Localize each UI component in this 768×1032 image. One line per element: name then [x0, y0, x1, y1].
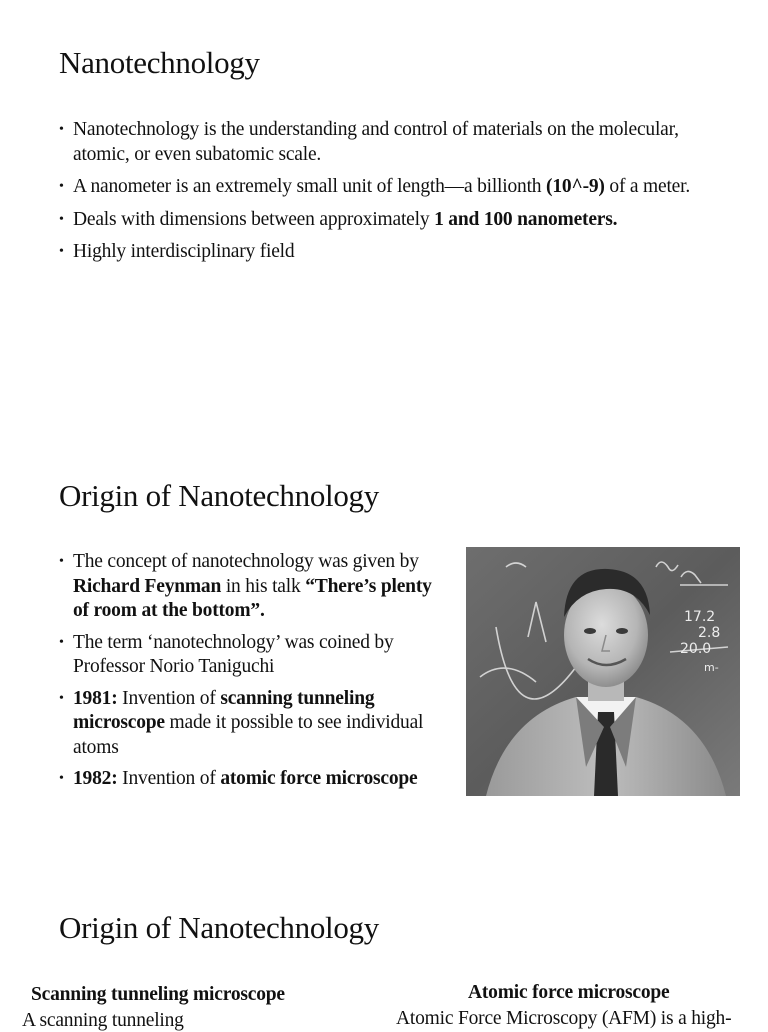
- afm-heading: Atomic force microscope: [468, 982, 670, 1003]
- bullet-bold-text: (10^-9): [546, 176, 605, 197]
- board-number: 2.8: [698, 625, 721, 641]
- bullet-text: The concept of nanotechnology was given by: [73, 551, 419, 572]
- stm-heading: Scanning tunneling microscope: [31, 984, 285, 1005]
- afm-text: Atomic Force Microscopy (AFM) is a high-: [396, 1008, 732, 1029]
- board-number: m-: [704, 661, 719, 674]
- board-number: 17.2: [684, 609, 716, 625]
- bullet-text: Invention of: [117, 768, 221, 789]
- bullet-text: in his talk: [221, 575, 306, 597]
- slide-title: Origin of Nanotechnology: [59, 478, 379, 513]
- bullet-text: A nanometer is an extremely small unit of length—a billionth: [73, 176, 547, 197]
- slide-title: Origin of Nanotechnology: [59, 910, 379, 945]
- bullet-text: The term ‘nanotechnology’ was coined by Professor Norio Taniguchi: [73, 631, 394, 677]
- bullet-text: Highly interdisciplinary field: [73, 241, 295, 262]
- bullet-bold-text: 1981:: [73, 687, 118, 709]
- bullet-bold-text: 1982:: [73, 768, 118, 789]
- bullet-text: Nanotechnology is the understanding and control of materials on the molecular, atomic, or even subatomic scale.: [73, 119, 679, 165]
- bullet-text: Invention of: [117, 687, 221, 709]
- bullet-text: Deals with dimensions between approximately: [73, 208, 435, 230]
- slide-title: Nanotechnology: [59, 45, 260, 80]
- bullet-text: of a meter.: [604, 176, 691, 197]
- bullet-bold-text: “There’s plenty of room at the bottom”.: [73, 575, 432, 621]
- bullet-bold-text: 1 and 100 nanometers.: [434, 208, 618, 230]
- bullet-text: made it possible to see individual atoms: [73, 712, 424, 758]
- bullet-bold-text: Richard Feynman: [73, 575, 222, 597]
- stm-text: A scanning tunneling: [22, 1010, 184, 1031]
- board-number: 20.0: [680, 641, 712, 657]
- bullet-bold-text: scanning tunneling microscope: [73, 687, 375, 733]
- bullet-bold-text: atomic force microscope: [220, 768, 418, 789]
